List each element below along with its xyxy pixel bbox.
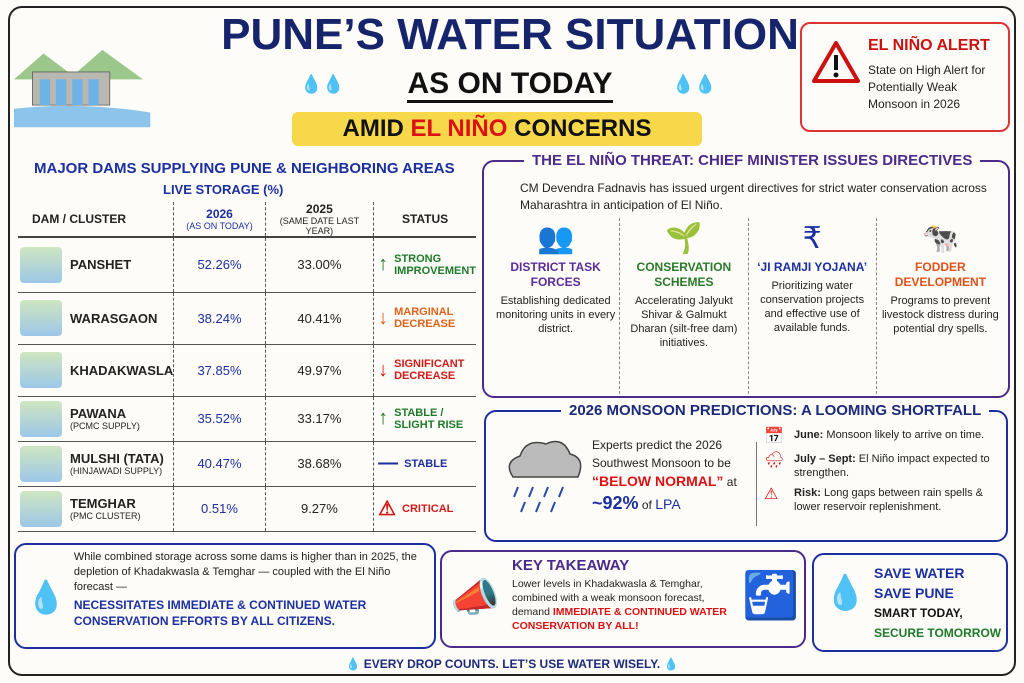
dam-cell xyxy=(18,486,174,531)
dam-name: PAWANA xyxy=(70,406,127,421)
value-2026: 0.51% xyxy=(174,486,265,531)
storage-note-panel xyxy=(14,543,436,649)
dam-name: TEMGHAR xyxy=(70,496,136,511)
status-arrow-icon: ⚠ xyxy=(378,498,397,520)
table-row xyxy=(18,441,476,486)
directive-icon: 🌱 xyxy=(665,222,703,255)
dam-note: (PCMC SUPPLY) xyxy=(70,421,140,431)
monsoon-point-icon: 📅 xyxy=(764,428,784,445)
dam-icon xyxy=(20,401,62,437)
directive-title: CONSERVATION SCHEMES xyxy=(636,260,732,289)
status-cell xyxy=(374,237,476,292)
status-arrow-icon: — xyxy=(378,452,399,474)
value-2025: 40.41% xyxy=(265,292,373,344)
dam-name: PANSHET xyxy=(70,257,132,273)
dam-name: WARASGAON xyxy=(70,310,158,326)
monsoon-point: ⚠ Risk: Long gaps between rain spells & lower reservoir replenishment. xyxy=(764,486,983,513)
status-cell xyxy=(374,344,476,396)
dams-subtitle: LIVE STORAGE (%) xyxy=(163,182,284,197)
table-row xyxy=(18,396,476,441)
water-drop-icon: 💧 xyxy=(824,574,867,612)
value-2025: 49.97% xyxy=(265,344,373,396)
directive-item xyxy=(876,218,1004,394)
monsoon-point-icon: 🌧 xyxy=(764,452,785,469)
storage-note-emphasis: NECESSITATES IMMEDIATE & CONTINUED WATER CONSERVATION EFFORTS BY ALL CITIZENS. xyxy=(73,598,367,628)
dam-cell xyxy=(18,441,174,486)
dam-name: MULSHI (TATA) xyxy=(70,451,164,466)
takeaway-text: Lower levels in Khadakwasla & Temghar, combined with a weak monsoon forecast, demand IMMEDIATE & CONTINUED WATER CONSERVATION BY ALL! xyxy=(512,578,727,632)
status-cell xyxy=(374,292,476,344)
monsoon-forecast: Experts predict the 2026 Southwest Monsoon to be “BELOW NORMAL” at ~92% of LPA xyxy=(592,438,737,513)
dams-title: MAJOR DAMS SUPPLYING PUNE & NEIGHBORING AREAS xyxy=(34,160,455,177)
dam-note: (PMC CLUSTER) xyxy=(70,511,141,521)
status-arrow-icon: ↑ xyxy=(378,253,389,276)
header-dam: DAM / CLUSTER xyxy=(18,202,174,237)
value-2025: 38.68% xyxy=(265,441,373,486)
table-row xyxy=(18,344,476,396)
dam-cell xyxy=(18,344,174,396)
value-2026: 35.52% xyxy=(174,396,265,441)
directive-desc: Prioritizing water conservation projects and effective use of available funds. xyxy=(760,280,865,334)
table-row xyxy=(18,292,476,344)
monsoon-point-icon: ⚠ xyxy=(764,486,779,503)
directive-desc: Establishing dedicated monitoring units in every district. xyxy=(496,295,616,335)
directive-icon: ₹ xyxy=(802,222,822,255)
water-drop-icon: 💧💧 xyxy=(672,74,717,94)
directive-icon: 🐄 xyxy=(921,222,960,255)
dam-icon xyxy=(20,300,62,336)
header-2026: 2026 (AS ON TODAY) xyxy=(174,202,265,237)
status-label: MARGINAL DECREASE xyxy=(394,306,456,330)
dam-cell xyxy=(18,237,174,292)
value-2026: 52.26% xyxy=(174,237,265,292)
water-drop-icon: 💧💧 xyxy=(300,74,345,94)
monsoon-predictions-panel xyxy=(484,402,1008,542)
header-2025: 2025 (SAME DATE LAST YEAR) xyxy=(265,202,373,237)
page-title: PUNE’S WATER SITUATION xyxy=(221,10,799,59)
monsoon-point: 📅 June: Monsoon likely to arrive on time. xyxy=(764,428,985,445)
megaphone-icon: 📣 xyxy=(450,576,500,620)
alert-title: EL NIÑO ALERT xyxy=(868,37,990,54)
save-water-panel xyxy=(812,553,1008,652)
directive-title: DISTRICT TASK FORCES xyxy=(510,260,601,289)
rain-cloud-icon xyxy=(498,432,588,522)
dam-cell xyxy=(18,396,174,441)
takeaway-title: KEY TAKEAWAY xyxy=(512,557,630,574)
header-status: STATUS xyxy=(374,202,476,237)
directive-icon: 👥 xyxy=(536,222,575,255)
dam-illustration xyxy=(14,18,154,148)
storage-note-text: While combined storage across some dams is higher than in 2025, the depletion of Khadakwasla & Temghar — coupled with the El Niño forecast — xyxy=(73,551,417,593)
directive-desc: Accelerating Jalyukt Shivar & Galmukt Dharan (silt-free dam) initiatives. xyxy=(630,295,738,349)
alert-body: State on High Alert for Potentially Weak Monsoon in 2026 xyxy=(868,63,986,111)
water-drop-icon: 💧 xyxy=(26,578,66,615)
page-subtitle: AS ON TODAY xyxy=(330,66,690,102)
value-2026: 40.47% xyxy=(174,441,265,486)
value-2025: 33.17% xyxy=(265,396,373,441)
el-nino-threat-panel xyxy=(482,152,1010,398)
directive-item xyxy=(492,218,619,394)
status-label: STABLE xyxy=(404,457,448,470)
key-takeaway-panel xyxy=(440,550,806,648)
status-arrow-icon: ↑ xyxy=(378,407,389,429)
status-cell xyxy=(374,486,476,531)
el-nino-alert xyxy=(800,22,1010,132)
dam-icon xyxy=(20,352,62,388)
el-nino-intro: CM Devendra Fadnavis has issued urgent directives for strict water conservation across Maharashtra in anticipation of El Niño. xyxy=(520,181,987,212)
value-2026: 37.85% xyxy=(174,344,265,396)
save-slogan: SAVE WATER SAVE PUNE SMART TODAY, SECURE TOMORROW xyxy=(874,565,1002,640)
status-label: STABLE / SLIGHT RISE xyxy=(394,406,464,431)
dams-table xyxy=(18,202,476,532)
status-label: STRONG IMPROVEMENT xyxy=(394,252,477,277)
value-2025: 33.00% xyxy=(265,237,373,292)
table-row xyxy=(18,237,476,292)
dam-cell xyxy=(18,292,174,344)
monsoon-title: 2026 MONSOON PREDICTIONS: A LOOMING SHORTFALL xyxy=(561,402,989,420)
warning-icon xyxy=(812,40,860,84)
directive-desc: Programs to prevent livestock distress during potential dry spells. xyxy=(881,295,999,335)
dam-icon xyxy=(20,247,62,283)
value-2026: 38.24% xyxy=(174,292,265,344)
status-label: SIGNIFICANT DECREASE xyxy=(394,358,465,382)
directive-title: ‘JI RAMJI YOJANA’ xyxy=(757,260,868,274)
takeaway-content xyxy=(512,557,734,633)
status-label: CRITICAL xyxy=(402,502,454,515)
status-cell xyxy=(374,396,476,441)
monsoon-point: 🌧 July – Sept: El Niño impact expected to strengthen. xyxy=(764,452,990,479)
status-cell xyxy=(374,441,476,486)
concern-banner: AMID EL NIÑO CONCERNS xyxy=(292,112,702,146)
el-nino-title: THE EL NIÑO THREAT: CHIEF MINISTER ISSUES DIRECTIVES xyxy=(524,152,980,170)
dam-icon xyxy=(20,491,62,527)
value-2025: 9.27% xyxy=(265,486,373,531)
dam-note: (HINJAWADI SUPPLY) xyxy=(70,466,163,476)
status-arrow-icon: ↓ xyxy=(378,358,389,381)
table-row xyxy=(18,486,476,531)
footer-slogan: 💧 EVERY DROP COUNTS. LET’S USE WATER WISELY. 💧 xyxy=(345,657,679,671)
status-arrow-icon: ↓ xyxy=(378,306,389,329)
directive-item xyxy=(748,218,876,394)
dam-name: KHADAKWASLA xyxy=(70,362,174,378)
tap-icon: 🚰 xyxy=(742,569,800,621)
directive-item xyxy=(619,218,747,394)
dam-icon xyxy=(20,446,62,482)
directive-title: FODDER DEVELOPMENT xyxy=(894,260,987,289)
